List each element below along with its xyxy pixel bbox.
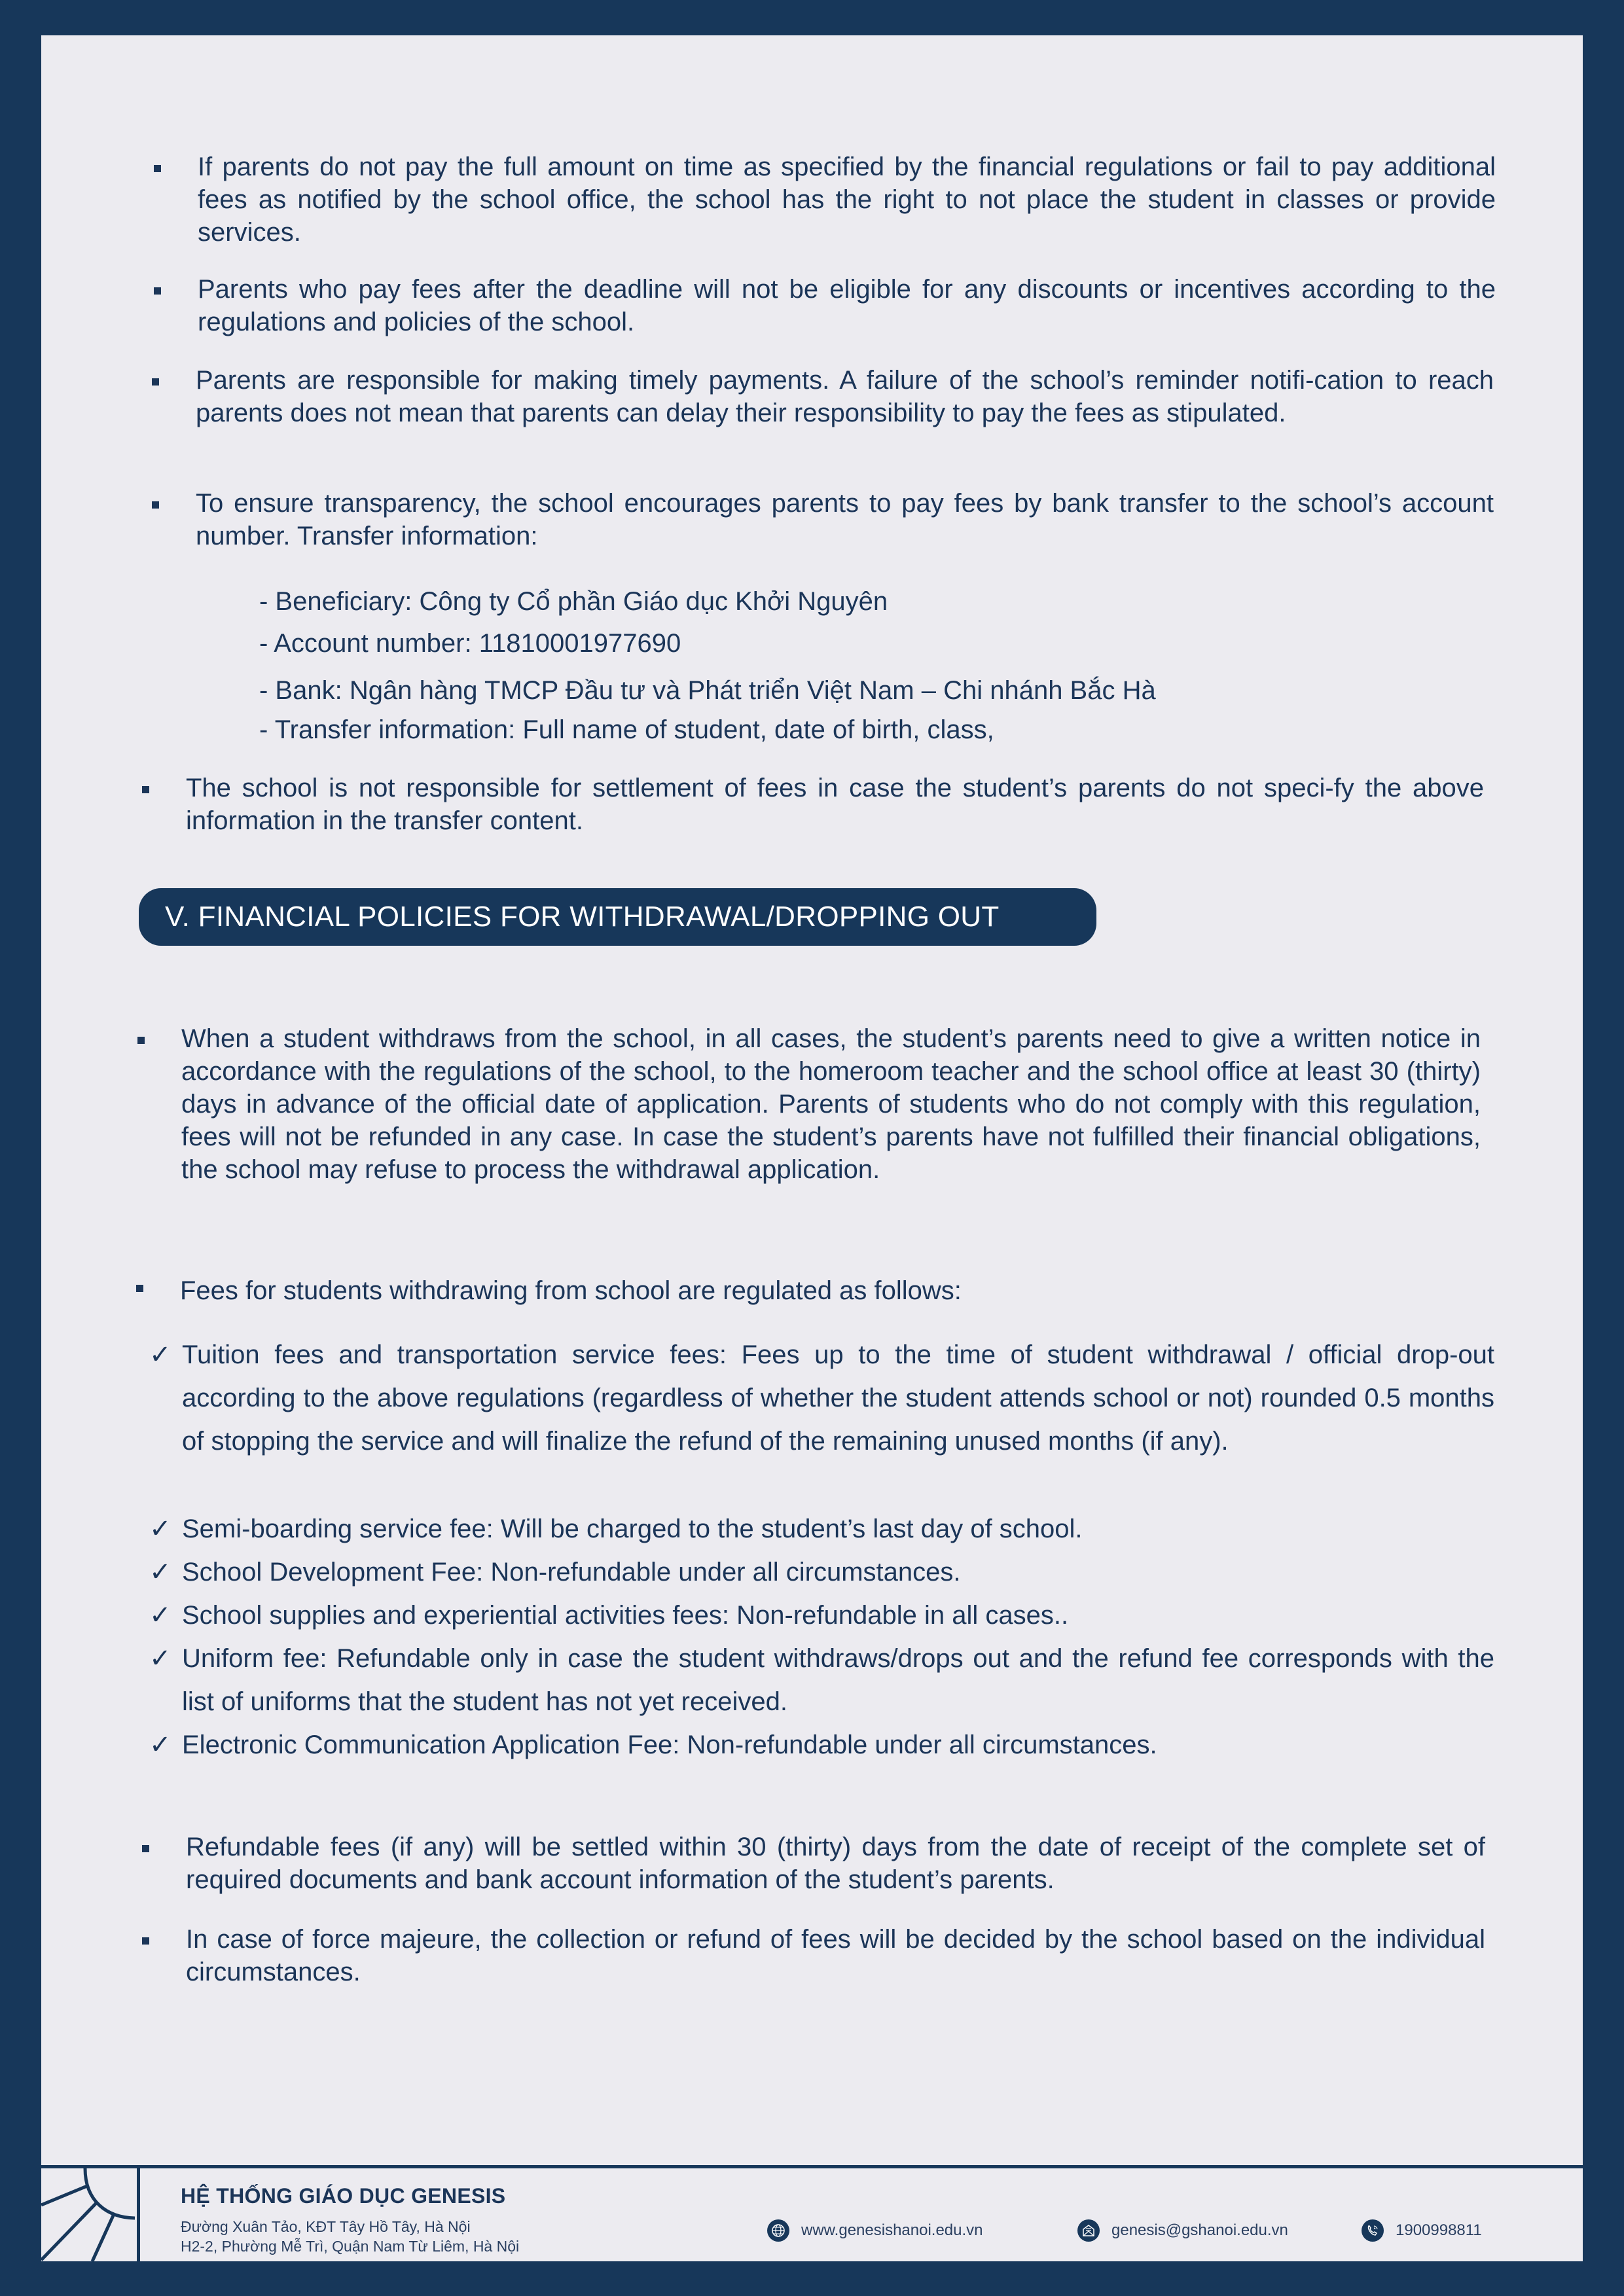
sun-logo-icon: [41, 2168, 137, 2261]
list-item: [186, 772, 1484, 837]
fee-rule-text: Tuition fees and transportation service fees: Fees up to the time of student withdrawal / official drop-out according to the above regulations (regardless of whether the student attends school or not) rounded 0.5 months of stopping the service and will finalize the refund of the remaining unused months (if any).: [182, 1340, 1494, 1456]
list-item: [196, 487, 1494, 552]
check-icon: ✓: [149, 1644, 171, 1673]
bullet-text: To ensure transparency, the school encourages parents to pay fees by bank transfer to the school’s account number. Transfer information:: [196, 489, 1494, 550]
list-item: [198, 273, 1496, 338]
phone-text[interactable]: 1900998811: [1396, 2221, 1482, 2239]
fee-rule-text: Semi-boarding service fee: Will be charged to the student’s last day of school.: [182, 1515, 1083, 1543]
check-icon: ✓: [149, 1340, 171, 1369]
check-icon: ✓: [149, 1731, 171, 1759]
section-heading: V. FINANCIAL POLICIES FOR WITHDRAWAL/DROPPING OUT: [139, 888, 1096, 946]
list-item: [198, 151, 1496, 249]
bullet-text: If parents do not pay the full amount on time as specified by the financial regulations or fail to pay additional fees as notified by the school office, the school has the right to not place the student in classes or provide services.: [198, 152, 1496, 247]
fee-rule-item: [149, 1551, 1494, 1594]
fee-rule-item: [149, 1333, 1494, 1463]
transfer-content: - Transfer information: Full name of student, date of birth, class,: [259, 715, 994, 744]
globe-icon: [767, 2219, 789, 2242]
bullet-text: Fees for students withdrawing from school are regulated as follows:: [180, 1276, 962, 1305]
fee-rule-text: Uniform fee: Refundable only in case the student withdraws/drops out and the refund fee corresponds with the list of uniforms that the student has not yet received.: [182, 1644, 1494, 1716]
bullet-icon: [137, 1037, 145, 1044]
document-page: [41, 35, 1583, 2261]
address-line-2: H2-2, Phường Mễ Trì, Quận Nam Từ Liêm, Hà Nội: [181, 2238, 520, 2255]
bullet-icon: [154, 165, 161, 172]
list-item: [181, 1022, 1481, 1186]
website-link[interactable]: [767, 2219, 983, 2242]
check-icon: ✓: [149, 1515, 171, 1543]
transfer-beneficiary: - Beneficiary: Công ty Cổ phần Giáo dục Khởi Nguyên: [259, 587, 888, 616]
bullet-text: The school is not responsible for settlement of fees in case the student’s parents do not speci-fy the above information in the transfer content.: [186, 774, 1484, 835]
list-item: [186, 1923, 1485, 1988]
fee-rule-text: Electronic Communication Application Fee: Non-refundable under all circumstances.: [182, 1731, 1157, 1759]
org-name: HỆ THỐNG GIÁO DỤC GENESIS: [181, 2184, 506, 2208]
bullet-text: Parents who pay fees after the deadline will not be eligible for any discounts or incentives according to the regulations and policies of the school.: [198, 275, 1496, 336]
bullet-icon: [142, 786, 149, 793]
bullet-text: Refundable fees (if any) will be settled within 30 (thirty) days from the date of receipt of the complete set of required documents and bank account information of the student’s parents.: [186, 1833, 1485, 1894]
address-line-1: Đường Xuân Tảo, KĐT Tây Hồ Tây, Hà Nội: [181, 2218, 471, 2235]
bullet-text: Parents are responsible for making timely payments. A failure of the school’s reminder notifi-cation to reach parents does not mean that parents can delay their responsibility to pay the fees as stipulated.: [196, 366, 1494, 427]
fee-rule-item: [149, 1507, 1494, 1551]
list-item: [186, 1831, 1485, 1896]
bullet-icon: [142, 1845, 149, 1852]
email-link[interactable]: [1077, 2219, 1288, 2242]
check-icon: ✓: [149, 1558, 171, 1587]
bullet-icon: [142, 1937, 149, 1945]
transfer-bank: - Bank: Ngân hàng TMCP Đầu tư và Phát triển Việt Nam – Chi nhánh Bắc Hà: [259, 676, 1156, 705]
bullet-icon: [154, 287, 161, 295]
bullet-icon: [152, 501, 159, 509]
footer-separator: [137, 2168, 140, 2261]
fee-rule-item: [149, 1637, 1494, 1723]
bullet-text: When a student withdraws from the school, in all cases, the student’s parents need to give a written notice in accordance with the regulations of the school, to the homeroom teacher and the school office at least 30 (thirty) days in advance of the official date of application. Parents of students who do not comply with this regulation, fees will not be refunded in any case. In case the student’s parents have not fulfilled their financial obligations, the school may refuse to process the withdrawal application.: [181, 1024, 1481, 1184]
phone-link[interactable]: [1362, 2219, 1482, 2242]
email-text[interactable]: genesis@gshanoi.edu.vn: [1111, 2221, 1288, 2239]
list-item: [196, 364, 1494, 429]
bullet-text: In case of force majeure, the collection or refund of fees will be decided by the school based on the individual circumstances.: [186, 1925, 1485, 1986]
phone-icon: [1362, 2219, 1384, 2242]
fee-rule-text: School supplies and experiential activities fees: Non-refundable in all cases..: [182, 1601, 1069, 1630]
fee-rule-item: [149, 1723, 1494, 1767]
list-item: [180, 1274, 1479, 1307]
footer-divider: [41, 2165, 1583, 2168]
bullet-icon: [136, 1285, 143, 1292]
transfer-account-number: - Account number: 11810001977690: [259, 629, 681, 658]
fee-rule-text: School Development Fee: Non-refundable under all circumstances.: [182, 1558, 961, 1587]
mail-icon: [1077, 2219, 1100, 2242]
website-text[interactable]: www.genesishanoi.edu.vn: [801, 2221, 983, 2239]
check-icon: ✓: [149, 1601, 171, 1630]
bullet-icon: [152, 378, 159, 386]
fee-rule-item: [149, 1594, 1494, 1637]
